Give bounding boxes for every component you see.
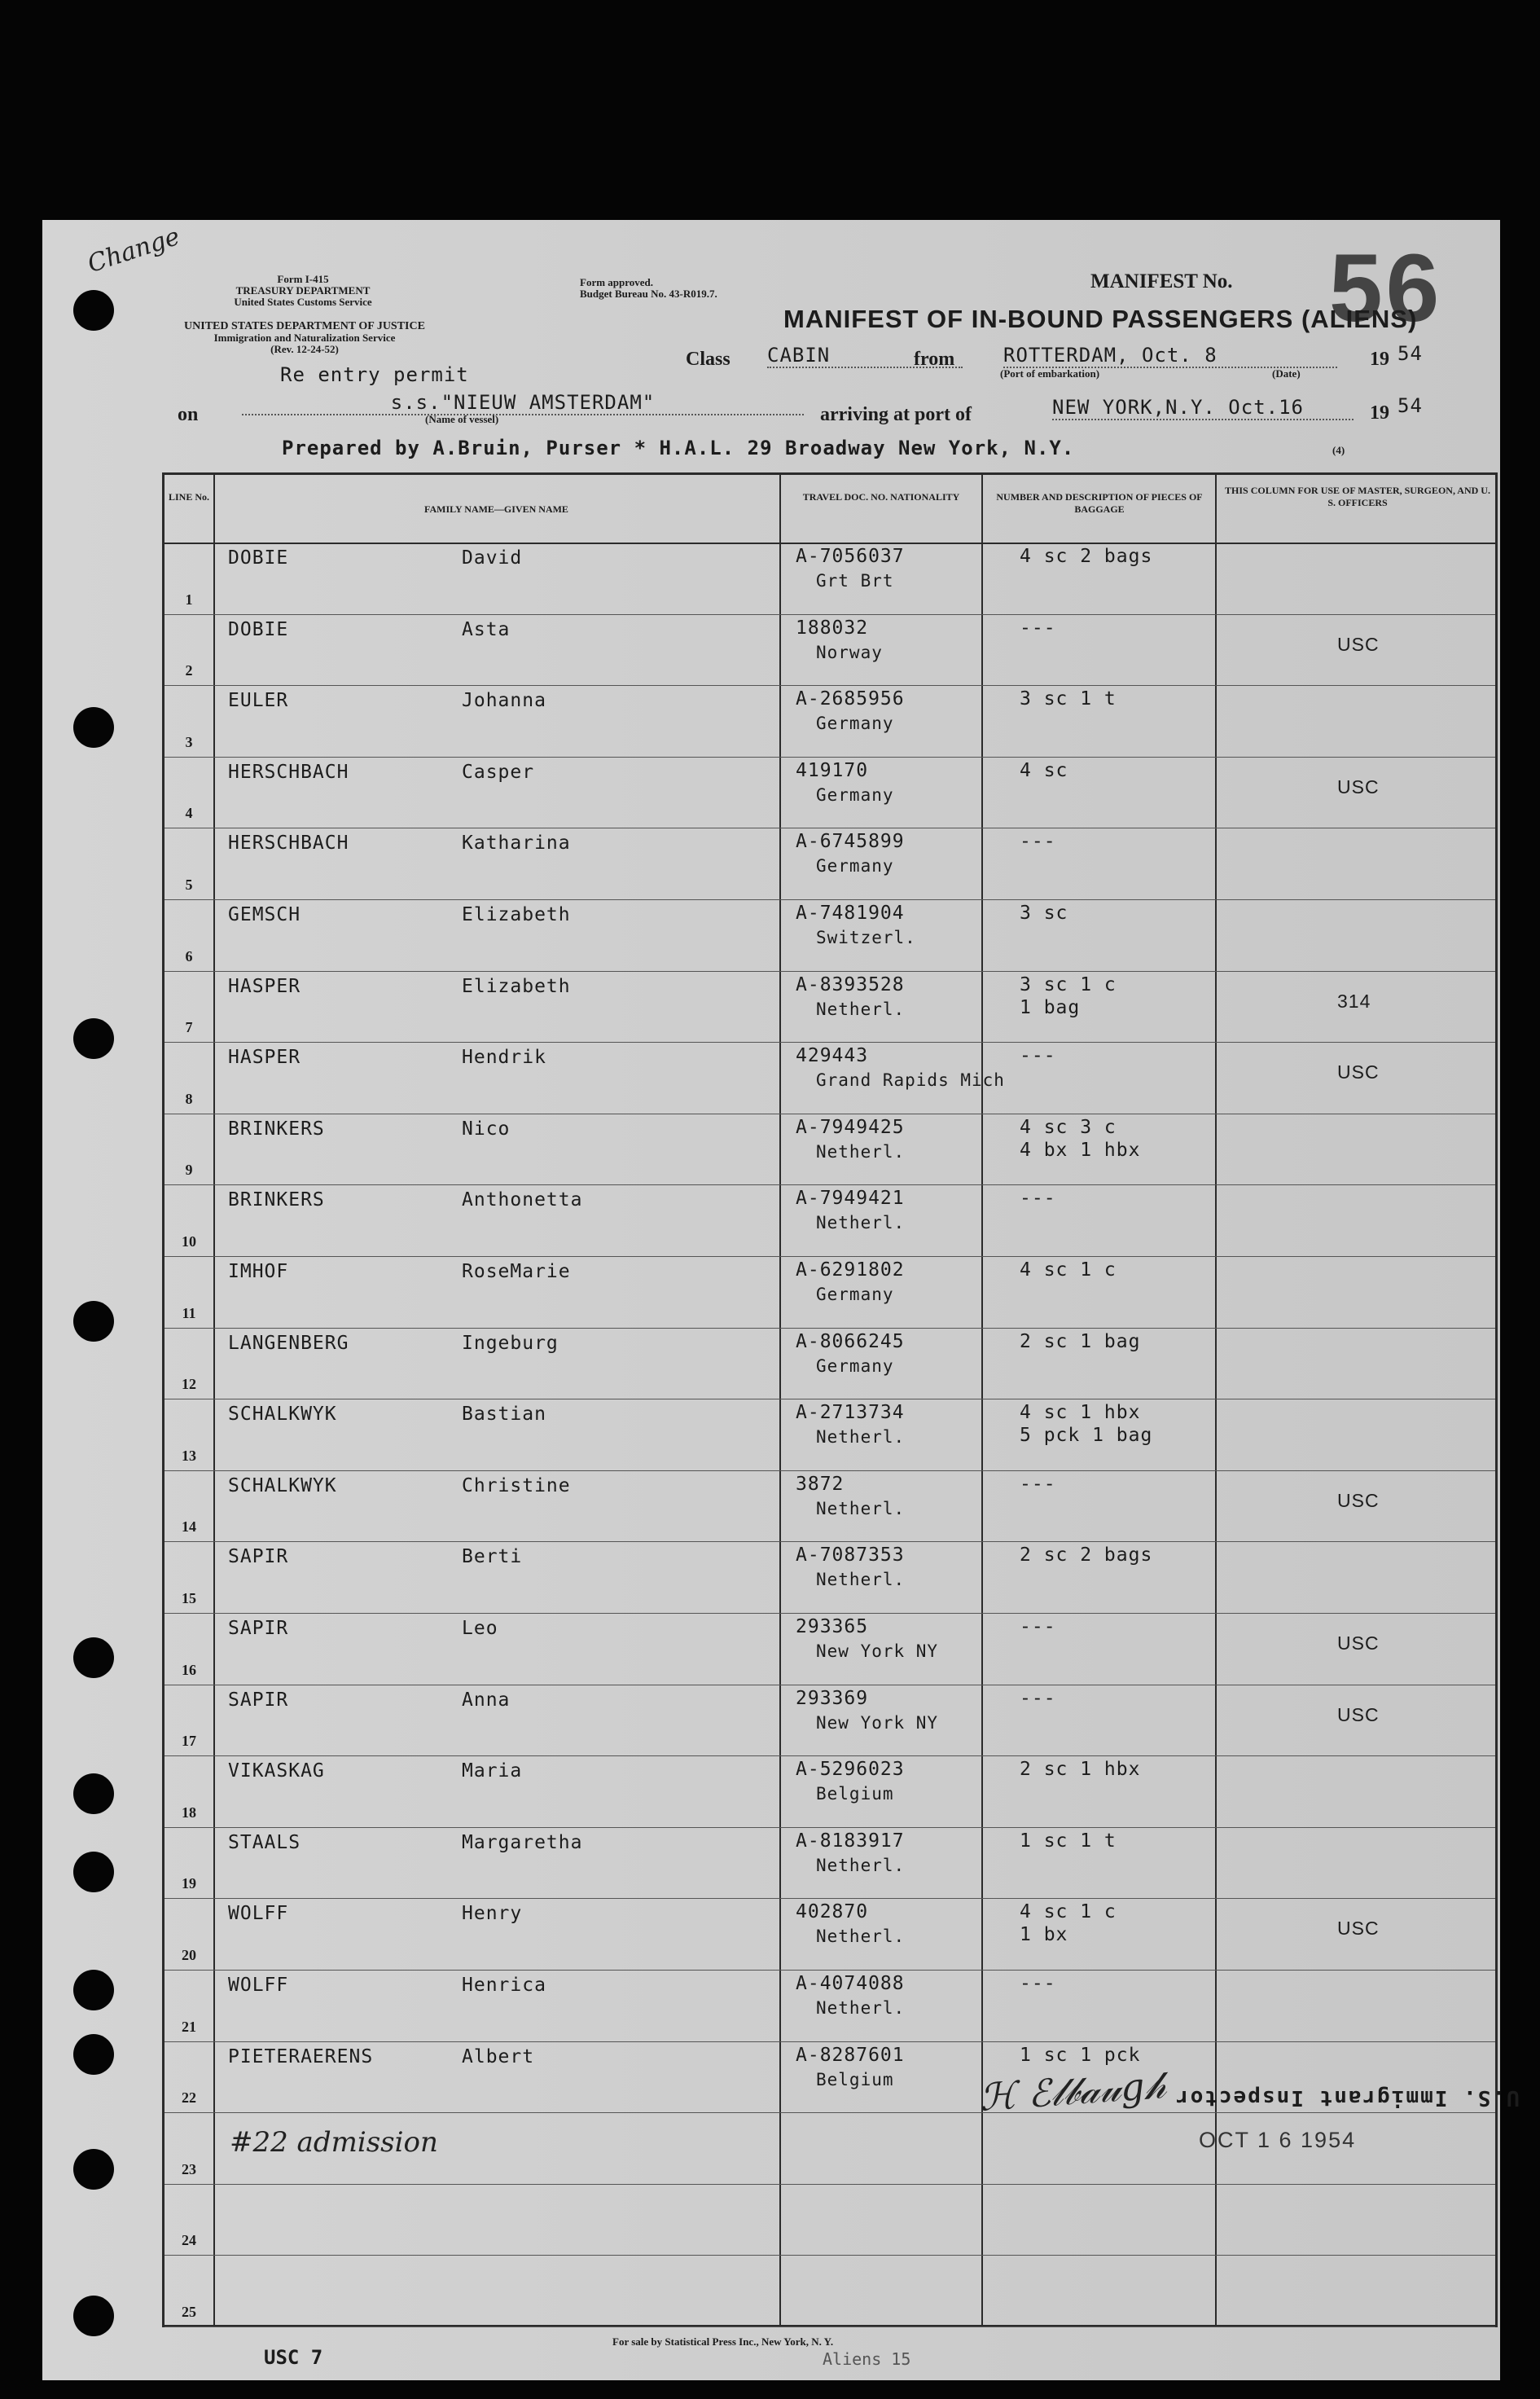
given-name: Nico: [462, 1118, 511, 1140]
table-row: [165, 1256, 1495, 1257]
nationality: Netherl.: [816, 1998, 906, 2018]
baggage-line-1: 4 sc 1 hbx: [1020, 1402, 1141, 1424]
nationality: New York NY: [816, 1712, 939, 1733]
row-line-number: 14: [182, 1518, 196, 1536]
given-name: Anthonetta: [462, 1189, 583, 1211]
baggage-line-2: 5 pck 1 bag: [1020, 1425, 1153, 1447]
baggage-line-1: ---: [1020, 1687, 1056, 1709]
travel-doc-number: A-8066245: [796, 1330, 905, 1352]
row-line-number: 21: [182, 2018, 196, 2035]
baggage-line-1: 2 sc 2 bags: [1020, 1544, 1153, 1566]
punch-hole: [73, 1637, 114, 1678]
table-row: [165, 2255, 1495, 2256]
baggage-line-1: 4 sc 2 bags: [1020, 546, 1153, 567]
row-line-number: 12: [182, 1376, 196, 1393]
baggage-line-2: 4 bx 1 hbx: [1020, 1139, 1141, 1161]
travel-doc-number: 188032: [796, 617, 869, 639]
footnote-4: (4): [1332, 444, 1345, 456]
table-row: [165, 757, 1495, 758]
travel-doc-number: A-8183917: [796, 1830, 905, 1852]
budget-bureau: Budget Bureau No. 43-R019.7.: [580, 288, 717, 300]
row-line-number: 5: [185, 877, 193, 893]
row-line-number: 19: [182, 1875, 196, 1892]
travel-doc-number: A-7087353: [796, 1544, 905, 1566]
baggage-line-1: 4 sc 1 c: [1020, 1901, 1117, 1923]
family-name: BRINKERS: [228, 1118, 325, 1140]
given-name: Henry: [462, 1903, 523, 1925]
table-row: [165, 1541, 1495, 1542]
from-value: ROTTERDAM, Oct. 8: [1003, 344, 1337, 368]
given-name: Johanna: [462, 690, 546, 712]
travel-doc-number: 3872: [796, 1473, 845, 1495]
given-name: Albert: [462, 2045, 535, 2067]
nationality: New York NY: [816, 1641, 939, 1661]
year-value: 54: [1397, 342, 1423, 365]
nationality: Netherl.: [816, 1570, 906, 1590]
row-line-number: 25: [182, 2304, 196, 2320]
given-name: Katharina: [462, 833, 571, 855]
nationality: Germany: [816, 784, 894, 805]
nationality: Netherl.: [816, 1141, 906, 1162]
row-line-number: 6: [185, 947, 193, 964]
arriving-label: arriving at port of: [820, 404, 972, 425]
table-row: [165, 1328, 1495, 1329]
treasury-dept: TREASURY DEPARTMENT: [235, 284, 371, 297]
row-line-number: 24: [182, 2232, 196, 2249]
baggage-line-1: ---: [1020, 1973, 1056, 1994]
nationality: Germany: [816, 714, 894, 734]
table-row: [165, 971, 1495, 972]
officer-note: USC: [1337, 1489, 1380, 1511]
given-name: Berti: [462, 1546, 523, 1568]
column-divider: [1215, 475, 1217, 2325]
officer-note: USC: [1337, 1703, 1380, 1725]
column-divider: [779, 475, 781, 2325]
footer-printer: For sale by Statistical Press Inc., New York, N. Y.: [612, 2335, 834, 2348]
year-prefix: 19: [1370, 349, 1389, 370]
family-name: EULER: [228, 690, 289, 712]
given-name: Elizabeth: [462, 904, 571, 925]
baggage-line-1: ---: [1020, 1473, 1056, 1495]
baggage-line-1: ---: [1020, 617, 1056, 639]
passenger-table: [162, 472, 1498, 2327]
on-label: on: [178, 404, 199, 425]
date-note: (Date): [1272, 367, 1301, 380]
row-line-number: 22: [182, 2089, 196, 2107]
travel-doc-number: A-6291802: [796, 1259, 905, 1281]
baggage-line-1: 1 sc 1 t: [1020, 1830, 1117, 1852]
class-value: CABIN: [767, 344, 963, 368]
baggage-line-2: 1 bag: [1020, 996, 1081, 1018]
officer-note: USC: [1337, 633, 1380, 655]
given-name: Hendrik: [462, 1047, 546, 1069]
given-name: Maria: [462, 1760, 523, 1782]
baggage-line-1: 3 sc: [1020, 903, 1068, 924]
family-name: PIETERAERENS: [228, 2045, 374, 2067]
port-embark-note: (Port of embarkation): [1000, 367, 1100, 380]
manifest-sheet: [42, 220, 1520, 2380]
year-value-2: 54: [1397, 394, 1423, 417]
justice-dept: UNITED STATES DEPARTMENT OF JUSTICE: [184, 320, 425, 332]
punch-hole: [73, 1018, 114, 1059]
row-line-number: 3: [185, 733, 193, 750]
nationality: Germany: [816, 1355, 894, 1376]
nationality: Netherl.: [816, 1427, 906, 1448]
approved-text: Form approved.: [580, 276, 654, 288]
punch-hole: [73, 2149, 114, 2190]
row-line-number: 18: [182, 1804, 196, 1821]
given-name: Henrica: [462, 1975, 546, 1996]
footer-aliens-count: Aliens 15: [823, 2349, 911, 2369]
form-identification: [205, 274, 401, 308]
nationality: Netherl.: [816, 1213, 906, 1233]
officer-note: USC: [1337, 776, 1380, 797]
given-name: Elizabeth: [462, 975, 571, 997]
nationality: Germany: [816, 1285, 894, 1304]
table-row: [165, 685, 1495, 686]
nationality: Switzerl.: [816, 928, 916, 947]
family-name: STAALS: [228, 1831, 301, 1853]
family-name: SCHALKWYK: [228, 1474, 337, 1496]
nationality: Grand Rapids Mich: [816, 1070, 1005, 1091]
travel-doc-number: 429443: [796, 1045, 869, 1067]
justice-dept-block: [182, 321, 427, 355]
corner-handwritten-note: Change: [84, 222, 184, 279]
table-row: [165, 899, 1495, 900]
family-name: WOLFF: [228, 1975, 289, 1996]
baggage-line-1: 2 sc 1 bag: [1020, 1330, 1141, 1352]
punch-hole: [73, 2296, 114, 2336]
travel-doc-number: A-5296023: [796, 1759, 905, 1781]
given-name: Bastian: [462, 1404, 546, 1426]
punch-hole: [73, 1970, 114, 2010]
row-line-number: 17: [182, 1733, 196, 1750]
family-name: HASPER: [228, 1047, 301, 1069]
baggage-line-1: 2 sc 1 hbx: [1020, 1759, 1141, 1781]
footer-form-code: USC 7: [264, 2346, 323, 2369]
year-prefix-2: 19: [1370, 402, 1389, 424]
travel-doc-number: 293369: [796, 1687, 869, 1709]
baggage-line-1: 4 sc 1 c: [1020, 1259, 1117, 1281]
travel-doc-number: A-6745899: [796, 831, 905, 853]
family-name: DOBIE: [228, 618, 289, 640]
row-line-number: 10: [182, 1233, 196, 1250]
given-name: Margaretha: [462, 1831, 583, 1853]
travel-doc-number: A-8287601: [796, 2044, 905, 2066]
table-row: [165, 2041, 1495, 2042]
nationality: Belgium: [816, 1784, 894, 1804]
family-name: GEMSCH: [228, 904, 301, 925]
table-row: [165, 2112, 1495, 2113]
punch-hole: [73, 707, 114, 748]
reentry-note: Re entry permit: [280, 363, 469, 386]
row-line-number: 15: [182, 1590, 196, 1606]
officer-note: USC: [1337, 1061, 1380, 1083]
approval-block: [580, 277, 717, 300]
table-row: [165, 1184, 1495, 1185]
inspector-stamp-date: OCT 1 6 1954: [1199, 2128, 1357, 2152]
nationality: Netherl.: [816, 1927, 906, 1947]
row-line-number: 2: [185, 662, 193, 679]
punch-hole: [73, 290, 114, 331]
travel-doc-number: A-2713734: [796, 1402, 905, 1424]
family-name: DOBIE: [228, 547, 289, 569]
row-line-number: 8: [185, 1090, 193, 1107]
table-row: [165, 2184, 1495, 2185]
table-row: [165, 1042, 1495, 1043]
given-name: David: [462, 547, 523, 569]
family-name: SAPIR: [228, 1618, 289, 1639]
officer-note: USC: [1337, 1918, 1380, 1940]
col-line-header: LINE No.: [168, 491, 209, 503]
table-row: [165, 1827, 1495, 1828]
given-name: Casper: [462, 761, 535, 783]
family-name: LANGENBERG: [228, 1332, 349, 1354]
revision: (Rev. 12-24-52): [270, 343, 339, 355]
vessel-note: (Name of vessel): [425, 413, 499, 425]
punch-hole: [73, 1773, 114, 1814]
col-name-header: FAMILY NAME—GIVEN NAME: [424, 503, 568, 515]
nationality: Netherl.: [816, 999, 906, 1019]
officer-note: 314: [1337, 990, 1371, 1012]
row-line-number: 13: [182, 1447, 196, 1464]
given-name: Christine: [462, 1474, 571, 1496]
baggage-line-1: 4 sc 3 c: [1020, 1116, 1117, 1138]
row-line-number: 16: [182, 1661, 196, 1678]
table-row: [165, 1898, 1495, 1899]
travel-doc-number: A-4074088: [796, 1973, 905, 1994]
table-row: [165, 1470, 1495, 1471]
family-name: HERSCHBACH: [228, 833, 349, 855]
family-name: SAPIR: [228, 1546, 289, 1568]
table-row: [165, 1755, 1495, 1756]
baggage-line-1: 3 sc 1 c: [1020, 973, 1117, 995]
baggage-line-2: 1 bx: [1020, 1924, 1068, 1946]
row-line-number: 9: [185, 1162, 193, 1179]
col-doc-header: TRAVEL DOC. NO. NATIONALITY: [802, 491, 960, 503]
row-line-number: 20: [182, 1947, 196, 1963]
customs-service: United States Customs Service: [234, 296, 372, 308]
form-number: Form I-415: [277, 273, 329, 285]
travel-doc-number: 402870: [796, 1901, 869, 1923]
prepared-by: Prepared by A.Bruin, Purser * H.A.L. 29 Broadway New York, N.Y.: [282, 437, 1075, 459]
row-line-number: 23: [182, 2160, 196, 2177]
officer-note: USC: [1337, 1632, 1380, 1654]
given-name: Ingeburg: [462, 1332, 559, 1354]
nationality: Netherl.: [816, 1498, 906, 1518]
from-label: from: [914, 349, 955, 370]
inspector-signature: ℋ ℰ𝓁𝒷𝒶𝓊𝑔𝒽: [977, 2063, 1168, 2120]
family-name: VIKASKAG: [228, 1760, 325, 1782]
family-name: SAPIR: [228, 1689, 289, 1711]
inspector-stamp: U.S. Immigrant Inspector: [1174, 2085, 1520, 2110]
table-row: [165, 614, 1495, 615]
class-label: Class: [686, 349, 731, 370]
nationality: Netherl.: [816, 1855, 906, 1875]
nationality: Grt Brt: [816, 571, 894, 591]
travel-doc-number: 293365: [796, 1616, 869, 1637]
travel-doc-number: 419170: [796, 759, 869, 781]
travel-doc-number: A-7056037: [796, 546, 905, 567]
family-name: WOLFF: [228, 1903, 289, 1925]
given-name: RoseMarie: [462, 1261, 571, 1282]
manifest-number-label: MANIFEST No.: [1090, 270, 1233, 292]
baggage-line-1: ---: [1020, 831, 1056, 853]
baggage-line-1: ---: [1020, 1045, 1056, 1067]
manifest-number-value: 56: [1329, 235, 1443, 342]
baggage-line-1: 3 sc 1 t: [1020, 688, 1117, 710]
given-name: Anna: [462, 1689, 511, 1711]
punch-hole: [73, 2034, 114, 2075]
col-officers-header: THIS COLUMN FOR USE OF MASTER, SURGEON, AND U. S. OFFICERS: [1225, 485, 1490, 508]
col-baggage-header: NUMBER AND DESCRIPTION OF PIECES OF BAGGAGE: [996, 491, 1203, 515]
travel-doc-number: A-8393528: [796, 973, 905, 995]
row-line-number: 11: [182, 1304, 196, 1321]
table-row: [165, 1613, 1495, 1614]
nationality: Belgium: [816, 2069, 894, 2089]
baggage-line-1: ---: [1020, 1616, 1056, 1637]
nationality: Norway: [816, 642, 883, 662]
family-name: HERSCHBACH: [228, 761, 349, 783]
travel-doc-number: A-7481904: [796, 903, 905, 924]
family-name: SCHALKWYK: [228, 1404, 337, 1426]
travel-doc-number: A-7949425: [796, 1116, 905, 1138]
baggage-line-1: 1 sc 1 pck: [1020, 2044, 1141, 2066]
family-name: BRINKERS: [228, 1189, 325, 1211]
column-divider: [213, 475, 215, 2325]
travel-doc-number: A-2685956: [796, 688, 905, 710]
given-name: Leo: [462, 1618, 498, 1639]
row-line-number: 4: [185, 805, 193, 822]
baggage-line-1: ---: [1020, 1188, 1056, 1210]
ins-service: Immigration and Naturalization Service: [213, 332, 396, 344]
family-name: HASPER: [228, 975, 301, 997]
baggage-line-1: 4 sc: [1020, 759, 1068, 781]
nationality: Germany: [816, 856, 894, 877]
vessel-value: s.s."NIEUW AMSTERDAM": [242, 391, 804, 415]
handwritten-admission-note: #22 admission: [230, 2126, 438, 2159]
column-divider: [981, 475, 983, 2325]
table-row: [165, 1970, 1495, 1971]
row-line-number: 1: [185, 591, 193, 608]
travel-doc-number: A-7949421: [796, 1188, 905, 1210]
arrival-value: NEW YORK,N.Y. Oct.16: [1052, 396, 1354, 420]
page-title: MANIFEST OF IN-BOUND PASSENGERS (ALIENS): [783, 305, 1418, 333]
punch-hole: [73, 1852, 114, 1892]
given-name: Asta: [462, 618, 511, 640]
family-name: IMHOF: [228, 1261, 289, 1282]
punch-hole: [73, 1301, 114, 1342]
row-line-number: 7: [185, 1019, 193, 1036]
